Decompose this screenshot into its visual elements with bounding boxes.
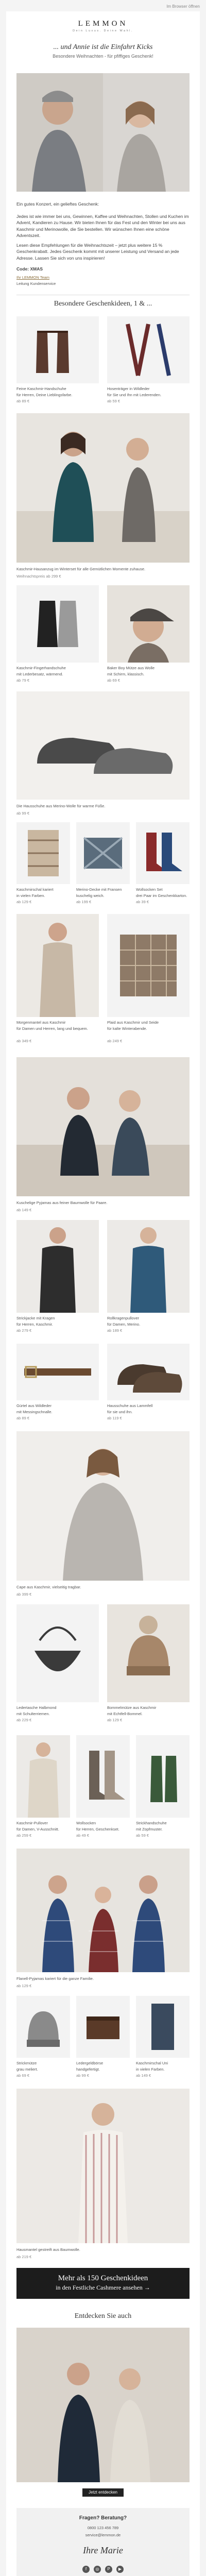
- product-name[interactable]: Kaschmirschal Uni: [136, 2061, 168, 2065]
- product-image-robe[interactable]: [16, 914, 99, 1017]
- product-desc: mit Schirm, klassisch.: [107, 672, 145, 676]
- product-price: ab 229 €: [16, 1718, 32, 1722]
- product-price: ab 129 €: [107, 1718, 123, 1722]
- product-name[interactable]: Rollkragenpullover: [107, 1316, 140, 1320]
- product-price: ab 259 €: [16, 1833, 32, 1838]
- section-caption: Kuschelige Pyjamas aus feiner Baumwolle für Paare.: [16, 1200, 108, 1205]
- product-desc: mit Zopfmuster.: [136, 1827, 163, 1832]
- product-price: ab 49 €: [76, 1833, 90, 1838]
- product-name[interactable]: Kaschmir-Fingerhandschuhe: [16, 666, 66, 670]
- product-desc: für Damen, Merino.: [107, 1322, 141, 1327]
- section-price: Weihnachtspreis ab 299 €: [16, 574, 61, 579]
- product-image-family-pyjamas[interactable]: [16, 1849, 190, 1972]
- product-image-slippers[interactable]: [16, 691, 190, 800]
- section-caption: Cape aus Kaschmir, vielseitig tragbar.: [16, 1585, 81, 1589]
- section-price: ab 149 €: [16, 1208, 32, 1212]
- product-desc: für Damen und Herren, lang und bequem.: [16, 1026, 88, 1031]
- product-price: ab 249 €: [107, 1039, 123, 1043]
- cta-line-1: Mehr als 150 Geschenkideen: [58, 2274, 148, 2282]
- product-image-cardigan[interactable]: [16, 1220, 99, 1313]
- product-image-scarf[interactable]: [16, 822, 70, 884]
- product-price: ab 119 €: [107, 1416, 122, 1420]
- signature: Ihr LEMMON Team: [16, 275, 50, 280]
- all-gifts-cta[interactable]: [16, 2268, 190, 2299]
- product-price: ab 189 €: [107, 1328, 123, 1333]
- product-name[interactable]: Hosenträger in Wildleder: [107, 386, 150, 391]
- brand-name: LEMMON: [78, 20, 128, 28]
- product-price: ab 69 €: [107, 678, 121, 683]
- product-price: ab 199 €: [76, 900, 92, 904]
- product-desc: handgefertigt.: [76, 2067, 100, 2072]
- instagram-icon[interactable]: ◎: [94, 2566, 101, 2573]
- product-desc: mit Lederbesatz, wärmend.: [16, 672, 63, 676]
- intro-body: Jedes ist wie immer bei uns, Gewinnen, Kaffee und Weihnachten, Stollen und Kuchen im Advent, Kandieren zu Hause. Wir bieten Ihnen für das Fest und den Winter bei uns aus Kaschmir und Merinowolle, die Sie bestellen. Wir wünschen Ihnen eine schöne Adventszeit.: [16, 214, 189, 238]
- product-price: ab 59 €: [107, 399, 121, 403]
- product-desc: drei Paar im Geschenkkarton.: [136, 893, 187, 898]
- section-caption: Die Hausschuhe aus Merino-Wolle für warme Füße.: [16, 804, 106, 808]
- product-image-loungewear[interactable]: [16, 413, 190, 563]
- promo-code: Code: XMAS: [16, 266, 43, 272]
- product-desc: für Herren, Deine Lieblingsfarbe.: [16, 393, 73, 397]
- product-image-lambskin-slippers[interactable]: [107, 1344, 190, 1400]
- product-image-wallet[interactable]: [76, 1996, 130, 2058]
- youtube-icon[interactable]: ▶: [116, 2566, 124, 2573]
- facebook-icon[interactable]: f: [82, 2566, 90, 2573]
- product-name[interactable]: Strickjacke mit Kragen: [16, 1316, 55, 1320]
- section-caption: Hausmantel gestreift aus Baumwolle.: [16, 2247, 80, 2252]
- product-name[interactable]: Strickhandschuhe: [136, 1821, 167, 1825]
- product-desc: für Damen, V-Ausschnitt.: [16, 1827, 59, 1832]
- product-name[interactable]: Merino-Decke mit Fransen: [76, 887, 122, 892]
- product-price: ab 79 €: [16, 678, 30, 683]
- section-price: ab 399 €: [16, 1592, 32, 1597]
- product-desc: für Sie und Ihn mit Lederenden.: [107, 393, 162, 397]
- service-phone[interactable]: 0800 123 456 789: [87, 2526, 119, 2530]
- product-name[interactable]: Ledertasche Halbmond: [16, 1705, 57, 1710]
- product-image-cap[interactable]: [107, 585, 190, 663]
- product-name[interactable]: Hausschuhe aus Lammfell: [107, 1403, 153, 1408]
- signature-role: Leitung Kundenservice: [16, 281, 56, 286]
- product-desc: für Herren, Kaschmir.: [16, 1322, 53, 1327]
- product-name[interactable]: Wollsocken Set: [136, 887, 163, 892]
- product-desc: kuschelig weich.: [76, 893, 105, 898]
- product-name[interactable]: Morgenmantel aus Kaschmir: [16, 1020, 66, 1025]
- footer-service-box: [16, 2508, 190, 2576]
- product-name[interactable]: Feine Kaschmir-Handschuhe: [16, 386, 66, 391]
- product-desc: mit Echtfell-Bommel.: [107, 1711, 143, 1716]
- product-price: ab 89 €: [16, 399, 30, 403]
- section-title-discover: Entdecken Sie auch: [74, 2312, 132, 2320]
- product-price: ab 39 €: [136, 900, 149, 904]
- product-name[interactable]: Gürtel aus Wildleder: [16, 1403, 52, 1408]
- product-desc: für kalte Winterabende.: [107, 1026, 147, 1031]
- product-desc: in vielen Farben.: [136, 2067, 165, 2072]
- page-headline: ... und Annie ist die Einfahrt Kicks: [53, 43, 153, 51]
- brand-tagline: Dein Luxus. Deine Wahl.: [73, 29, 133, 32]
- pinterest-icon[interactable]: P: [105, 2566, 112, 2573]
- product-name[interactable]: Bommelmütze aus Kaschmir: [107, 1705, 157, 1710]
- product-price: ab 129 €: [16, 900, 32, 904]
- product-name[interactable]: Kaschmir-Pullover: [16, 1821, 48, 1825]
- brand-logo[interactable]: [6, 11, 200, 43]
- cta-line-2: in den Festliche Cashmere ansehen →: [56, 2284, 150, 2292]
- product-price: ab 69 €: [16, 2073, 30, 2078]
- product-image-vneck[interactable]: [16, 1735, 70, 1818]
- section-caption: Flanell-Pyjamas kariert für die ganze Familie.: [16, 1976, 94, 1981]
- product-name[interactable]: Baker Boy Mütze aus Wolle: [107, 666, 154, 670]
- hero-image[interactable]: [16, 73, 190, 192]
- section-price: ab 99 €: [16, 811, 30, 816]
- product-image-striped-robe[interactable]: [16, 2089, 190, 2243]
- product-price: ab 99 €: [76, 2073, 90, 2078]
- product-desc: für sie und ihn.: [107, 1410, 133, 1414]
- discover-button[interactable]: Jetzt entdecken: [82, 2488, 124, 2497]
- product-image-plain-scarf[interactable]: [136, 1996, 190, 2058]
- product-image-belt[interactable]: [16, 1344, 99, 1400]
- product-name[interactable]: Kaschmirschal kariert: [16, 887, 54, 892]
- product-image-fingergloves[interactable]: [16, 585, 99, 663]
- product-price: ab 149 €: [136, 2073, 151, 2078]
- product-image-wool-socks[interactable]: [76, 1735, 130, 1818]
- product-price: ab 279 €: [16, 1328, 32, 1333]
- product-name[interactable]: Plaid aus Kaschmir und Seide: [107, 1020, 159, 1025]
- product-image-gloves[interactable]: [16, 316, 99, 383]
- product-image-blanket[interactable]: [76, 822, 130, 884]
- product-image-socks[interactable]: [136, 822, 190, 884]
- footer-signature: Ihre Marie: [83, 2545, 123, 2555]
- product-price: ab 349 €: [16, 1039, 32, 1043]
- product-image-pyjamas[interactable]: [16, 1057, 190, 1196]
- product-image-suspenders[interactable]: [107, 316, 190, 383]
- section-price: ab 219 €: [16, 2255, 32, 2259]
- product-image-beanie[interactable]: [107, 1604, 190, 1702]
- product-desc: mit Schulterriemen.: [16, 1711, 50, 1716]
- section-title-gifts: Besondere Geschenkideen, 1 & ...: [54, 300, 152, 308]
- product-image-bag[interactable]: [16, 1604, 99, 1702]
- product-desc: mit Messingschnalle.: [16, 1410, 53, 1414]
- product-image-knit-gloves[interactable]: [136, 1735, 190, 1818]
- product-image-turtleneck[interactable]: [107, 1220, 190, 1313]
- product-image-knit-hat[interactable]: [16, 1996, 70, 2058]
- service-title: Fragen? Beratung?: [79, 2515, 127, 2521]
- discover-image[interactable]: [16, 2328, 190, 2482]
- section-caption: Kaschmir-Hausanzug im Winterset für alle Gemütlichen Momente zuhause.: [16, 567, 146, 571]
- page-subheadline: Besondere Weihnachten - für pfiffiges Geschenk!: [53, 54, 153, 59]
- email-body: [6, 11, 200, 2576]
- product-image-plaid[interactable]: [107, 914, 190, 1017]
- product-desc: für Herren, Geschenkset.: [76, 1827, 119, 1832]
- browser-link[interactable]: Im Browser öffnen: [166, 4, 200, 9]
- product-desc: grau meliert.: [16, 2067, 38, 2072]
- product-image-cape[interactable]: [16, 1431, 190, 1581]
- product-name[interactable]: Wollsocken: [76, 1821, 96, 1825]
- section-price: ab 129 €: [16, 1984, 32, 1988]
- product-desc: in vielen Farben.: [16, 893, 45, 898]
- product-name[interactable]: Ledergeldbörse: [76, 2061, 104, 2065]
- service-email[interactable]: service@lemmon.de: [85, 2533, 121, 2537]
- product-name[interactable]: Strickmütze: [16, 2061, 37, 2065]
- product-price: ab 59 €: [136, 1833, 149, 1838]
- product-price: ab 89 €: [16, 1416, 30, 1420]
- intro-body-2: Lesen diese Empfehlungen für die Weihnachtszeit – jetzt plus weitere 15 % Geschenkrabatt. Jedes Geschenk kommt mit unserer Leistung und Versand an jede Adresse. Lassen Sie sich von uns inspirieren!: [16, 243, 179, 261]
- intro-greeting: Ein gutes Konzert, ein gelieftes Geschenk:: [16, 201, 99, 207]
